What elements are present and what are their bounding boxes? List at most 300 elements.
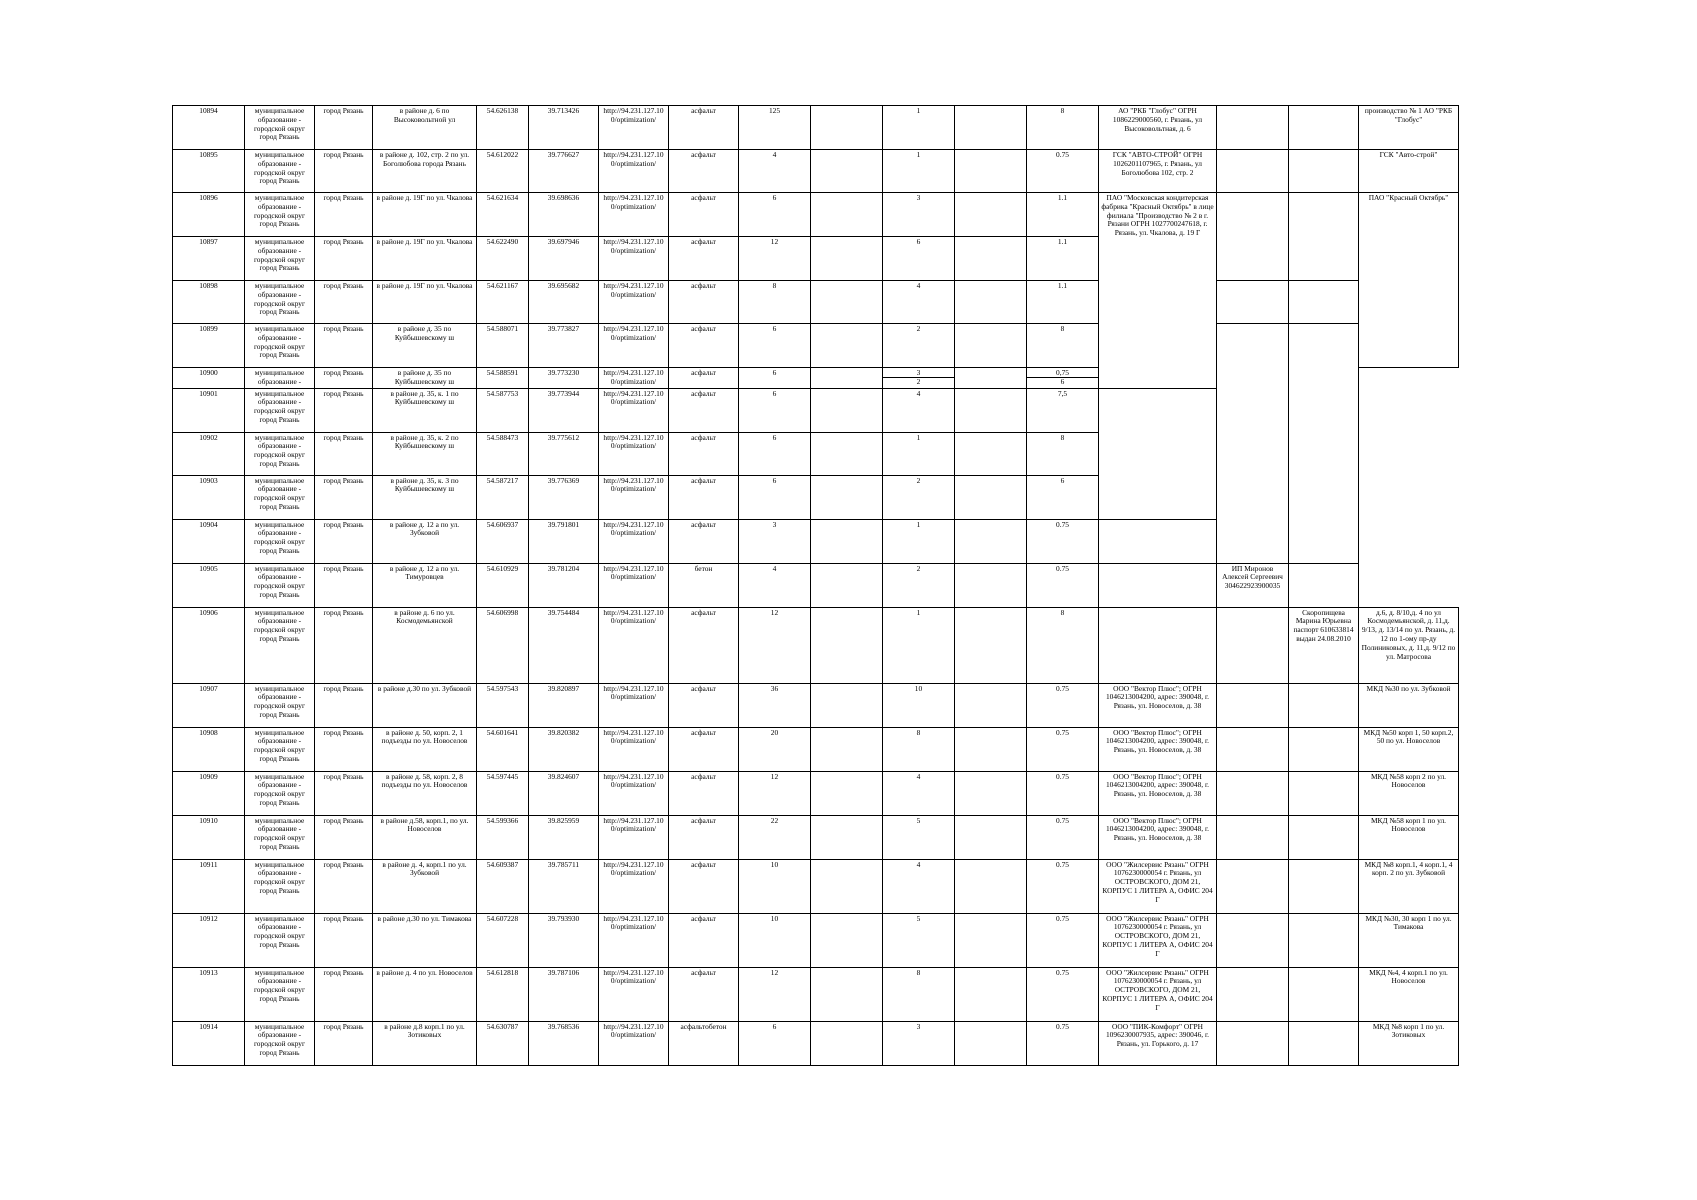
cell-owner_person xyxy=(1289,771,1359,815)
cell-owner_person xyxy=(1289,727,1359,771)
cell-containers: 2 xyxy=(883,324,955,368)
cell-lat: 54.626138 xyxy=(477,106,529,150)
cell-location: в районе д. 6 по ул. Космодемьянской xyxy=(373,607,477,683)
cell-containers: 2 xyxy=(883,475,955,519)
cell-c10 xyxy=(811,967,883,1021)
cell-value: 2 xyxy=(916,377,921,386)
cell-lon: 39.787106 xyxy=(529,967,599,1021)
cell-volume: 0.75 xyxy=(1027,859,1099,913)
cell-served: МКД №8 корп 1 по ул. Зотиковых xyxy=(1359,1021,1459,1065)
cell-municipality: муниципальное образование - городской округ город Рязань xyxy=(245,859,315,913)
cell-lon: 39.825959 xyxy=(529,815,599,859)
cell-served: МКД №58 корп 2 по ул. Новоселов xyxy=(1359,771,1459,815)
cell-municipality: муниципальное образование - городской округ город Рязань xyxy=(245,237,315,281)
cell-c10 xyxy=(811,324,883,368)
cell-containers: 1 xyxy=(883,150,955,193)
cell-settlement: город Рязань xyxy=(315,475,373,519)
cell-area: 12 xyxy=(739,967,811,1021)
cell-owner_org: ГСК "АВТО-СТРОЙ" ОГРН 1026201107965, г. Рязань, ул Боголюбова 102, стр. 2 xyxy=(1099,150,1217,193)
cell-served: МКД №50 корп 1, 50 корп.2, 50 по ул. Новоселов xyxy=(1359,727,1459,771)
cell-lat: 54.601641 xyxy=(477,727,529,771)
cell-owner_person xyxy=(1289,106,1359,150)
cell-lat: 54.597543 xyxy=(477,683,529,727)
table-row xyxy=(173,815,1459,859)
cell-lat: 54.622490 xyxy=(477,237,529,281)
cell-c12 xyxy=(955,967,1027,1021)
cell-municipality: муниципальное образование - городской округ город Рязань xyxy=(245,475,315,519)
cell-volume: 0.75 xyxy=(1027,519,1099,563)
cell-id: 10897 xyxy=(173,237,245,281)
cell-value: 0,75 xyxy=(1027,369,1098,378)
cell-settlement: город Рязань xyxy=(315,388,373,432)
cell-c10 xyxy=(811,475,883,519)
cell-owner_ip xyxy=(1217,193,1289,281)
cell-id: 10903 xyxy=(173,475,245,519)
cell-surface: асфальт xyxy=(669,368,739,389)
cell-c12 xyxy=(955,815,1027,859)
cell-lat: 54.630787 xyxy=(477,1021,529,1065)
table-row xyxy=(173,1021,1459,1065)
cell-owner_org: ООО "Вектор Плюс"; ОГРН 1046213004200, адрес: 390048, г. Рязань, ул. Новоселов, д. 38 xyxy=(1099,815,1217,859)
table-row xyxy=(173,683,1459,727)
cell-volume: 8 xyxy=(1027,607,1099,683)
cell-served: МКД №30, 30 корп 1 по ул. Тимакова xyxy=(1359,913,1459,967)
cell-containers: 8 xyxy=(883,727,955,771)
cell-municipality: муниципальное образование - городской округ город Рязань xyxy=(245,913,315,967)
cell-c12 xyxy=(955,727,1027,771)
table-body xyxy=(173,106,1459,1066)
cell-lon: 39.754484 xyxy=(529,607,599,683)
cell-containers: 3 xyxy=(883,1021,955,1065)
table-row xyxy=(173,193,1459,237)
cell-lon: 39.793930 xyxy=(529,913,599,967)
cell-owner_ip xyxy=(1217,1021,1289,1065)
cell-municipality: муниципальное образование - xyxy=(245,368,315,389)
cell-lon: 39.785711 xyxy=(529,859,599,913)
cell-surface: асфальт xyxy=(669,771,739,815)
cell-containers: 4 xyxy=(883,859,955,913)
cell-lon: 39.820897 xyxy=(529,683,599,727)
cell-site: http://94.231.127.10 0/optimization/ xyxy=(599,1021,669,1065)
cell-surface: асфальт xyxy=(669,683,739,727)
cell-site: http://94.231.127.10 0/optimization/ xyxy=(599,913,669,967)
cell-area: 6 xyxy=(739,388,811,432)
cell-site: http://94.231.127.10 0/optimization/ xyxy=(599,771,669,815)
cell-owner_org: ООО "Вектор Плюс"; ОГРН 1046213004200, адрес: 390048, г. Рязань, ул. Новоселов, д. 38 xyxy=(1099,727,1217,771)
cell-location: в районе д. 35, к. 2 по Куйбышевскому ш xyxy=(373,432,477,475)
cell-lon: 39.776369 xyxy=(529,475,599,519)
cell-settlement: город Рязань xyxy=(315,193,373,237)
cell-municipality: муниципальное образование - городской округ город Рязань xyxy=(245,193,315,237)
cell-id: 10895 xyxy=(173,150,245,193)
cell-site: http://94.231.127.10 0/optimization/ xyxy=(599,519,669,563)
cell-settlement: город Рязань xyxy=(315,432,373,475)
cell-municipality: муниципальное образование - городской округ город Рязань xyxy=(245,607,315,683)
cell-settlement: город Рязань xyxy=(315,727,373,771)
cell-municipality: муниципальное образование - городской округ город Рязань xyxy=(245,388,315,432)
waste-sites-table xyxy=(172,105,1459,1066)
cell-surface: асфальтобетон xyxy=(669,1021,739,1065)
cell-id: 10911 xyxy=(173,859,245,913)
cell-owner_person xyxy=(1289,1021,1359,1065)
cell-volume: 6 xyxy=(1027,475,1099,519)
cell-containers xyxy=(883,368,955,389)
cell-municipality: муниципальное образование - городской округ город Рязань xyxy=(245,771,315,815)
cell-municipality: муниципальное образование - городской округ город Рязань xyxy=(245,815,315,859)
cell-surface: асфальт xyxy=(669,913,739,967)
cell-settlement: город Рязань xyxy=(315,150,373,193)
cell-area: 6 xyxy=(739,475,811,519)
cell-area: 125 xyxy=(739,106,811,150)
cell-containers: 10 xyxy=(883,683,955,727)
cell-value: 6 xyxy=(1060,377,1065,386)
cell-owner_ip xyxy=(1217,106,1289,150)
cell-settlement: город Рязань xyxy=(315,1021,373,1065)
cell-served: МКД №30 по ул. Зубковой xyxy=(1359,683,1459,727)
cell-site: http://94.231.127.10 0/optimization/ xyxy=(599,859,669,913)
cell-owner_person xyxy=(1289,281,1359,324)
table-row xyxy=(173,913,1459,967)
cell-surface: асфальт xyxy=(669,324,739,368)
cell-lat: 54.588591 xyxy=(477,368,529,389)
cell-surface: асфальт xyxy=(669,727,739,771)
cell-value: 3 xyxy=(883,369,954,378)
table-row xyxy=(173,281,1459,324)
cell-lat: 54.612818 xyxy=(477,967,529,1021)
cell-owner_ip xyxy=(1217,967,1289,1021)
cell-site: http://94.231.127.10 0/optimization/ xyxy=(599,281,669,324)
cell-owner_org: АО "РКБ "Глобус" ОГРН 1086229000560, г. Рязань, ул Высоковольтная, д. 6 xyxy=(1099,106,1217,150)
cell-location: в районе д.58, корп.1, по ул. Новоселов xyxy=(373,815,477,859)
cell-municipality: муниципальное образование - городской округ город Рязань xyxy=(245,324,315,368)
cell-surface: асфальт xyxy=(669,607,739,683)
cell-id: 10906 xyxy=(173,607,245,683)
cell-lon: 39.775612 xyxy=(529,432,599,475)
cell-surface: асфальт xyxy=(669,388,739,432)
cell-site: http://94.231.127.10 0/optimization/ xyxy=(599,475,669,519)
cell-lon: 39.820382 xyxy=(529,727,599,771)
cell-surface: асфальт xyxy=(669,150,739,193)
cell-surface: асфальт xyxy=(669,106,739,150)
cell-c10 xyxy=(811,237,883,281)
cell-containers: 4 xyxy=(883,771,955,815)
cell-c12 xyxy=(955,859,1027,913)
cell-c10 xyxy=(811,727,883,771)
cell-id: 10905 xyxy=(173,563,245,607)
cell-location: в районе д. 35 по Куйбышевскому ш xyxy=(373,368,477,389)
cell-owner_person xyxy=(1289,150,1359,193)
cell-surface: асфальт xyxy=(669,281,739,324)
cell-owner_ip xyxy=(1217,150,1289,193)
cell-owner_org xyxy=(1099,519,1217,563)
table-row xyxy=(173,150,1459,193)
cell-surface: асфальт xyxy=(669,519,739,563)
cell-owner_person xyxy=(1289,815,1359,859)
cell-lon: 39.791801 xyxy=(529,519,599,563)
cell-containers: 1 xyxy=(883,607,955,683)
cell-owner_ip xyxy=(1217,815,1289,859)
cell-c10 xyxy=(811,563,883,607)
table-row xyxy=(173,324,1459,368)
cell-location: в районе д. 35, к. 1 по Куйбышевскому ш xyxy=(373,388,477,432)
cell-settlement: город Рязань xyxy=(315,967,373,1021)
cell-area: 6 xyxy=(739,193,811,237)
cell-surface: бетон xyxy=(669,563,739,607)
cell-owner_person xyxy=(1289,859,1359,913)
cell-location: в районе д. 19Г по ул. Чкалова xyxy=(373,281,477,324)
cell-area: 3 xyxy=(739,519,811,563)
cell-site: http://94.231.127.10 0/optimization/ xyxy=(599,432,669,475)
cell-owner_ip xyxy=(1217,281,1289,324)
cell-site: http://94.231.127.10 0/optimization/ xyxy=(599,106,669,150)
cell-volume: 0.75 xyxy=(1027,150,1099,193)
cell-lon: 39.698636 xyxy=(529,193,599,237)
cell-settlement: город Рязань xyxy=(315,683,373,727)
cell-volume: 0.75 xyxy=(1027,683,1099,727)
cell-id: 10901 xyxy=(173,388,245,432)
cell-site: http://94.231.127.10 0/optimization/ xyxy=(599,563,669,607)
cell-c10 xyxy=(811,193,883,237)
cell-area: 6 xyxy=(739,324,811,368)
cell-lat: 54.621167 xyxy=(477,281,529,324)
cell-id: 10904 xyxy=(173,519,245,563)
cell-area: 22 xyxy=(739,815,811,859)
cell-containers: 8 xyxy=(883,967,955,1021)
cell-id: 10902 xyxy=(173,432,245,475)
cell-site: http://94.231.127.10 0/optimization/ xyxy=(599,388,669,432)
cell-served: ПАО "Красный Октябрь" xyxy=(1359,193,1459,368)
cell-location: в районе д. 6 по Высоковольтной ул xyxy=(373,106,477,150)
cell-id: 10910 xyxy=(173,815,245,859)
cell-lon: 39.713426 xyxy=(529,106,599,150)
cell-id: 10914 xyxy=(173,1021,245,1065)
cell-settlement: город Рязань xyxy=(315,563,373,607)
cell-lon: 39.773827 xyxy=(529,324,599,368)
cell-c12 xyxy=(955,237,1027,281)
cell-site: http://94.231.127.10 0/optimization/ xyxy=(599,368,669,389)
cell-owner_ip xyxy=(1217,859,1289,913)
cell-c10 xyxy=(811,1021,883,1065)
cell-municipality: муниципальное образование - городской округ город Рязань xyxy=(245,683,315,727)
table-row xyxy=(173,607,1459,683)
cell-area: 6 xyxy=(739,432,811,475)
cell-settlement: город Рязань xyxy=(315,368,373,389)
cell-containers: 1 xyxy=(883,432,955,475)
cell-volume: 1.1 xyxy=(1027,237,1099,281)
cell-area: 8 xyxy=(739,281,811,324)
cell-c12 xyxy=(955,1021,1027,1065)
cell-volume: 0.75 xyxy=(1027,727,1099,771)
table-row xyxy=(173,771,1459,815)
cell-location: в районе д. 35, к. 3 по Куйбышевскому ш xyxy=(373,475,477,519)
cell-owner_org: ООО "Жилсервис Рязань" ОГРН 1076230000054 г. Рязань, ул ОСТРОВСКОГО, ДОМ 21, КОРПУС 1 ЛИТЕРА А, ОФИС 204 Г xyxy=(1099,859,1217,913)
cell-area: 10 xyxy=(739,859,811,913)
cell-volume: 1.1 xyxy=(1027,281,1099,324)
cell-location: в районе д. 58, корп. 2, 8 подъезды по ул. Новоселов xyxy=(373,771,477,815)
cell-c12 xyxy=(955,324,1027,368)
cell-c12 xyxy=(955,106,1027,150)
cell-id: 10913 xyxy=(173,967,245,1021)
cell-lat: 54.587217 xyxy=(477,475,529,519)
cell-containers: 2 xyxy=(883,563,955,607)
cell-municipality: муниципальное образование - городской округ город Рязань xyxy=(245,1021,315,1065)
cell-surface: асфальт xyxy=(669,967,739,1021)
cell-settlement: город Рязань xyxy=(315,771,373,815)
cell-location: в районе д. 35 по Куйбышевскому ш xyxy=(373,324,477,368)
cell-owner_ip xyxy=(1217,683,1289,727)
cell-municipality: муниципальное образование - городской округ город Рязань xyxy=(245,727,315,771)
registry-sheet xyxy=(172,105,1459,1066)
cell-owner_org xyxy=(1099,563,1217,607)
cell-site: http://94.231.127.10 0/optimization/ xyxy=(599,324,669,368)
cell-volume xyxy=(1027,368,1099,389)
cell-site: http://94.231.127.10 0/optimization/ xyxy=(599,607,669,683)
cell-lon: 39.768536 xyxy=(529,1021,599,1065)
cell-owner_ip xyxy=(1217,913,1289,967)
cell-served: ГСК "Авто-строй" xyxy=(1359,150,1459,193)
cell-c12 xyxy=(955,771,1027,815)
cell-volume: 0.75 xyxy=(1027,563,1099,607)
cell-owner_person xyxy=(1289,324,1359,564)
cell-owner_org: ООО "Вектор Плюс"; ОГРН 1046213004200, адрес: 390048, г. Рязань, ул. Новоселов, д. 38 xyxy=(1099,683,1217,727)
table-row xyxy=(173,727,1459,771)
cell-c12 xyxy=(955,368,1027,389)
cell-owner_org: ООО "ПИК-Комфорт" ОГРН 1096230007935, адрес: 390046, г. Рязань, ул. Горького, д. 17 xyxy=(1099,1021,1217,1065)
cell-containers: 4 xyxy=(883,388,955,432)
cell-lon: 39.824607 xyxy=(529,771,599,815)
cell-location: в районе д. 12 а по ул. Тимуровцев xyxy=(373,563,477,607)
cell-settlement: город Рязань xyxy=(315,913,373,967)
cell-settlement: город Рязань xyxy=(315,106,373,150)
cell-owner_org: ООО "Вектор Плюс"; ОГРН 1046213004200, адрес: 390048, г. Рязань, ул. Новоселов, д. 38 xyxy=(1099,771,1217,815)
cell-c10 xyxy=(811,368,883,389)
cell-area: 10 xyxy=(739,913,811,967)
cell-owner_person xyxy=(1289,683,1359,727)
cell-containers: 1 xyxy=(883,106,955,150)
cell-municipality: муниципальное образование - городской округ город Рязань xyxy=(245,106,315,150)
cell-c12 xyxy=(955,563,1027,607)
cell-c10 xyxy=(811,106,883,150)
cell-c12 xyxy=(955,683,1027,727)
cell-settlement: город Рязань xyxy=(315,237,373,281)
cell-area: 36 xyxy=(739,683,811,727)
cell-area: 12 xyxy=(739,771,811,815)
cell-owner_org xyxy=(1099,607,1217,683)
cell-volume: 7,5 xyxy=(1027,388,1099,432)
cell-c12 xyxy=(955,913,1027,967)
cell-area: 12 xyxy=(739,237,811,281)
cell-c12 xyxy=(955,607,1027,683)
cell-c10 xyxy=(811,607,883,683)
cell-id: 10908 xyxy=(173,727,245,771)
cell-containers: 4 xyxy=(883,281,955,324)
cell-lat: 54.612022 xyxy=(477,150,529,193)
cell-owner_ip xyxy=(1217,324,1289,564)
cell-volume: 1.1 xyxy=(1027,193,1099,237)
cell-site: http://94.231.127.10 0/optimization/ xyxy=(599,193,669,237)
cell-settlement: город Рязань xyxy=(315,519,373,563)
cell-volume: 8 xyxy=(1027,432,1099,475)
cell-c12 xyxy=(955,193,1027,237)
table-row xyxy=(173,106,1459,150)
cell-area: 20 xyxy=(739,727,811,771)
cell-id: 10907 xyxy=(173,683,245,727)
cell-area: 6 xyxy=(739,368,811,389)
cell-containers: 6 xyxy=(883,237,955,281)
cell-owner_org: ООО "Жилсервис Рязань" ОГРН 1076230000054 г. Рязань, ул ОСТРОВСКОГО, ДОМ 21, КОРПУС 1 ЛИТЕРА А, ОФИС 204 Г xyxy=(1099,967,1217,1021)
cell-surface: асфальт xyxy=(669,432,739,475)
cell-lat: 54.621634 xyxy=(477,193,529,237)
cell-site: http://94.231.127.10 0/optimization/ xyxy=(599,967,669,1021)
cell-location: в районе д. 50, корп. 2, 1 подъезды по ул. Новоселов xyxy=(373,727,477,771)
table-row xyxy=(173,967,1459,1021)
cell-owner_org: ПАО "Московская кондитерская фабрика "Красный Октябрь" в лице филиала "Производство № 2 в г. Рязани ОГРН 1027700247618, г. Рязань, ул. Чкалова, д. 19 Г xyxy=(1099,193,1217,389)
cell-location: в районе д.30 по ул. Тимакова xyxy=(373,913,477,967)
cell-lat: 54.607228 xyxy=(477,913,529,967)
cell-location: в районе д. 12 а по ул. Зубковой xyxy=(373,519,477,563)
cell-lon: 39.781204 xyxy=(529,563,599,607)
cell-volume: 0.75 xyxy=(1027,913,1099,967)
cell-owner_person xyxy=(1289,193,1359,281)
cell-owner_person: Скоропищева Марина Юрьевна паспорт 610633814 выдан 24.08.2010 xyxy=(1289,607,1359,683)
cell-surface: асфальт xyxy=(669,859,739,913)
cell-location: в районе д. 4, корп.1 по ул. Зубковой xyxy=(373,859,477,913)
cell-surface: асфальт xyxy=(669,815,739,859)
cell-area: 6 xyxy=(739,1021,811,1065)
cell-id: 10899 xyxy=(173,324,245,368)
cell-surface: асфальт xyxy=(669,475,739,519)
cell-volume: 0.75 xyxy=(1027,771,1099,815)
cell-lat: 54.606937 xyxy=(477,519,529,563)
cell-surface: асфальт xyxy=(669,237,739,281)
cell-owner_ip xyxy=(1217,727,1289,771)
cell-municipality: муниципальное образование - городской округ город Рязань xyxy=(245,150,315,193)
cell-served: производство № 1 АО "РКБ "Глобус" xyxy=(1359,106,1459,150)
cell-site: http://94.231.127.10 0/optimization/ xyxy=(599,815,669,859)
cell-served: МКД №4, 4 корп.1 по ул. Новоселов xyxy=(1359,967,1459,1021)
cell-volume: 0.75 xyxy=(1027,815,1099,859)
cell-id: 10898 xyxy=(173,281,245,324)
cell-lat: 54.606998 xyxy=(477,607,529,683)
cell-c10 xyxy=(811,519,883,563)
cell-c10 xyxy=(811,859,883,913)
cell-owner_ip: ИП Миронов Алексей Сергеевич 304622923900035 xyxy=(1217,563,1289,607)
cell-location: в районе д.8 корп.1 по ул. Зотиковых xyxy=(373,1021,477,1065)
cell-id: 10912 xyxy=(173,913,245,967)
cell-site: http://94.231.127.10 0/optimization/ xyxy=(599,727,669,771)
cell-c10 xyxy=(811,281,883,324)
cell-id: 10900 xyxy=(173,368,245,389)
cell-site: http://94.231.127.10 0/optimization/ xyxy=(599,683,669,727)
cell-owner_ip xyxy=(1217,607,1289,683)
cell-c10 xyxy=(811,432,883,475)
cell-lat: 54.597445 xyxy=(477,771,529,815)
cell-settlement: город Рязань xyxy=(315,324,373,368)
cell-lat: 54.609387 xyxy=(477,859,529,913)
cell-surface: асфальт xyxy=(669,193,739,237)
cell-location: в районе д. 19Г по ул. Чкалова xyxy=(373,193,477,237)
cell-id: 10896 xyxy=(173,193,245,237)
cell-c12 xyxy=(955,281,1027,324)
cell-location: в районе д.30 по ул. Зубковой xyxy=(373,683,477,727)
cell-served: д.6, д. 8/10,д. 4 по ул Космодемьянской, д. 11,д. 9/13, д. 13/14 по ул. Рязань, д. 12 по 1-ому пр-ду Полиниковых, д. 11,д. 9/12 по ул. Матросова xyxy=(1359,607,1459,683)
cell-lat: 54.587753 xyxy=(477,388,529,432)
cell-c10 xyxy=(811,683,883,727)
cell-lat: 54.599366 xyxy=(477,815,529,859)
cell-owner_person xyxy=(1289,913,1359,967)
cell-id: 10909 xyxy=(173,771,245,815)
cell-lon: 39.776627 xyxy=(529,150,599,193)
